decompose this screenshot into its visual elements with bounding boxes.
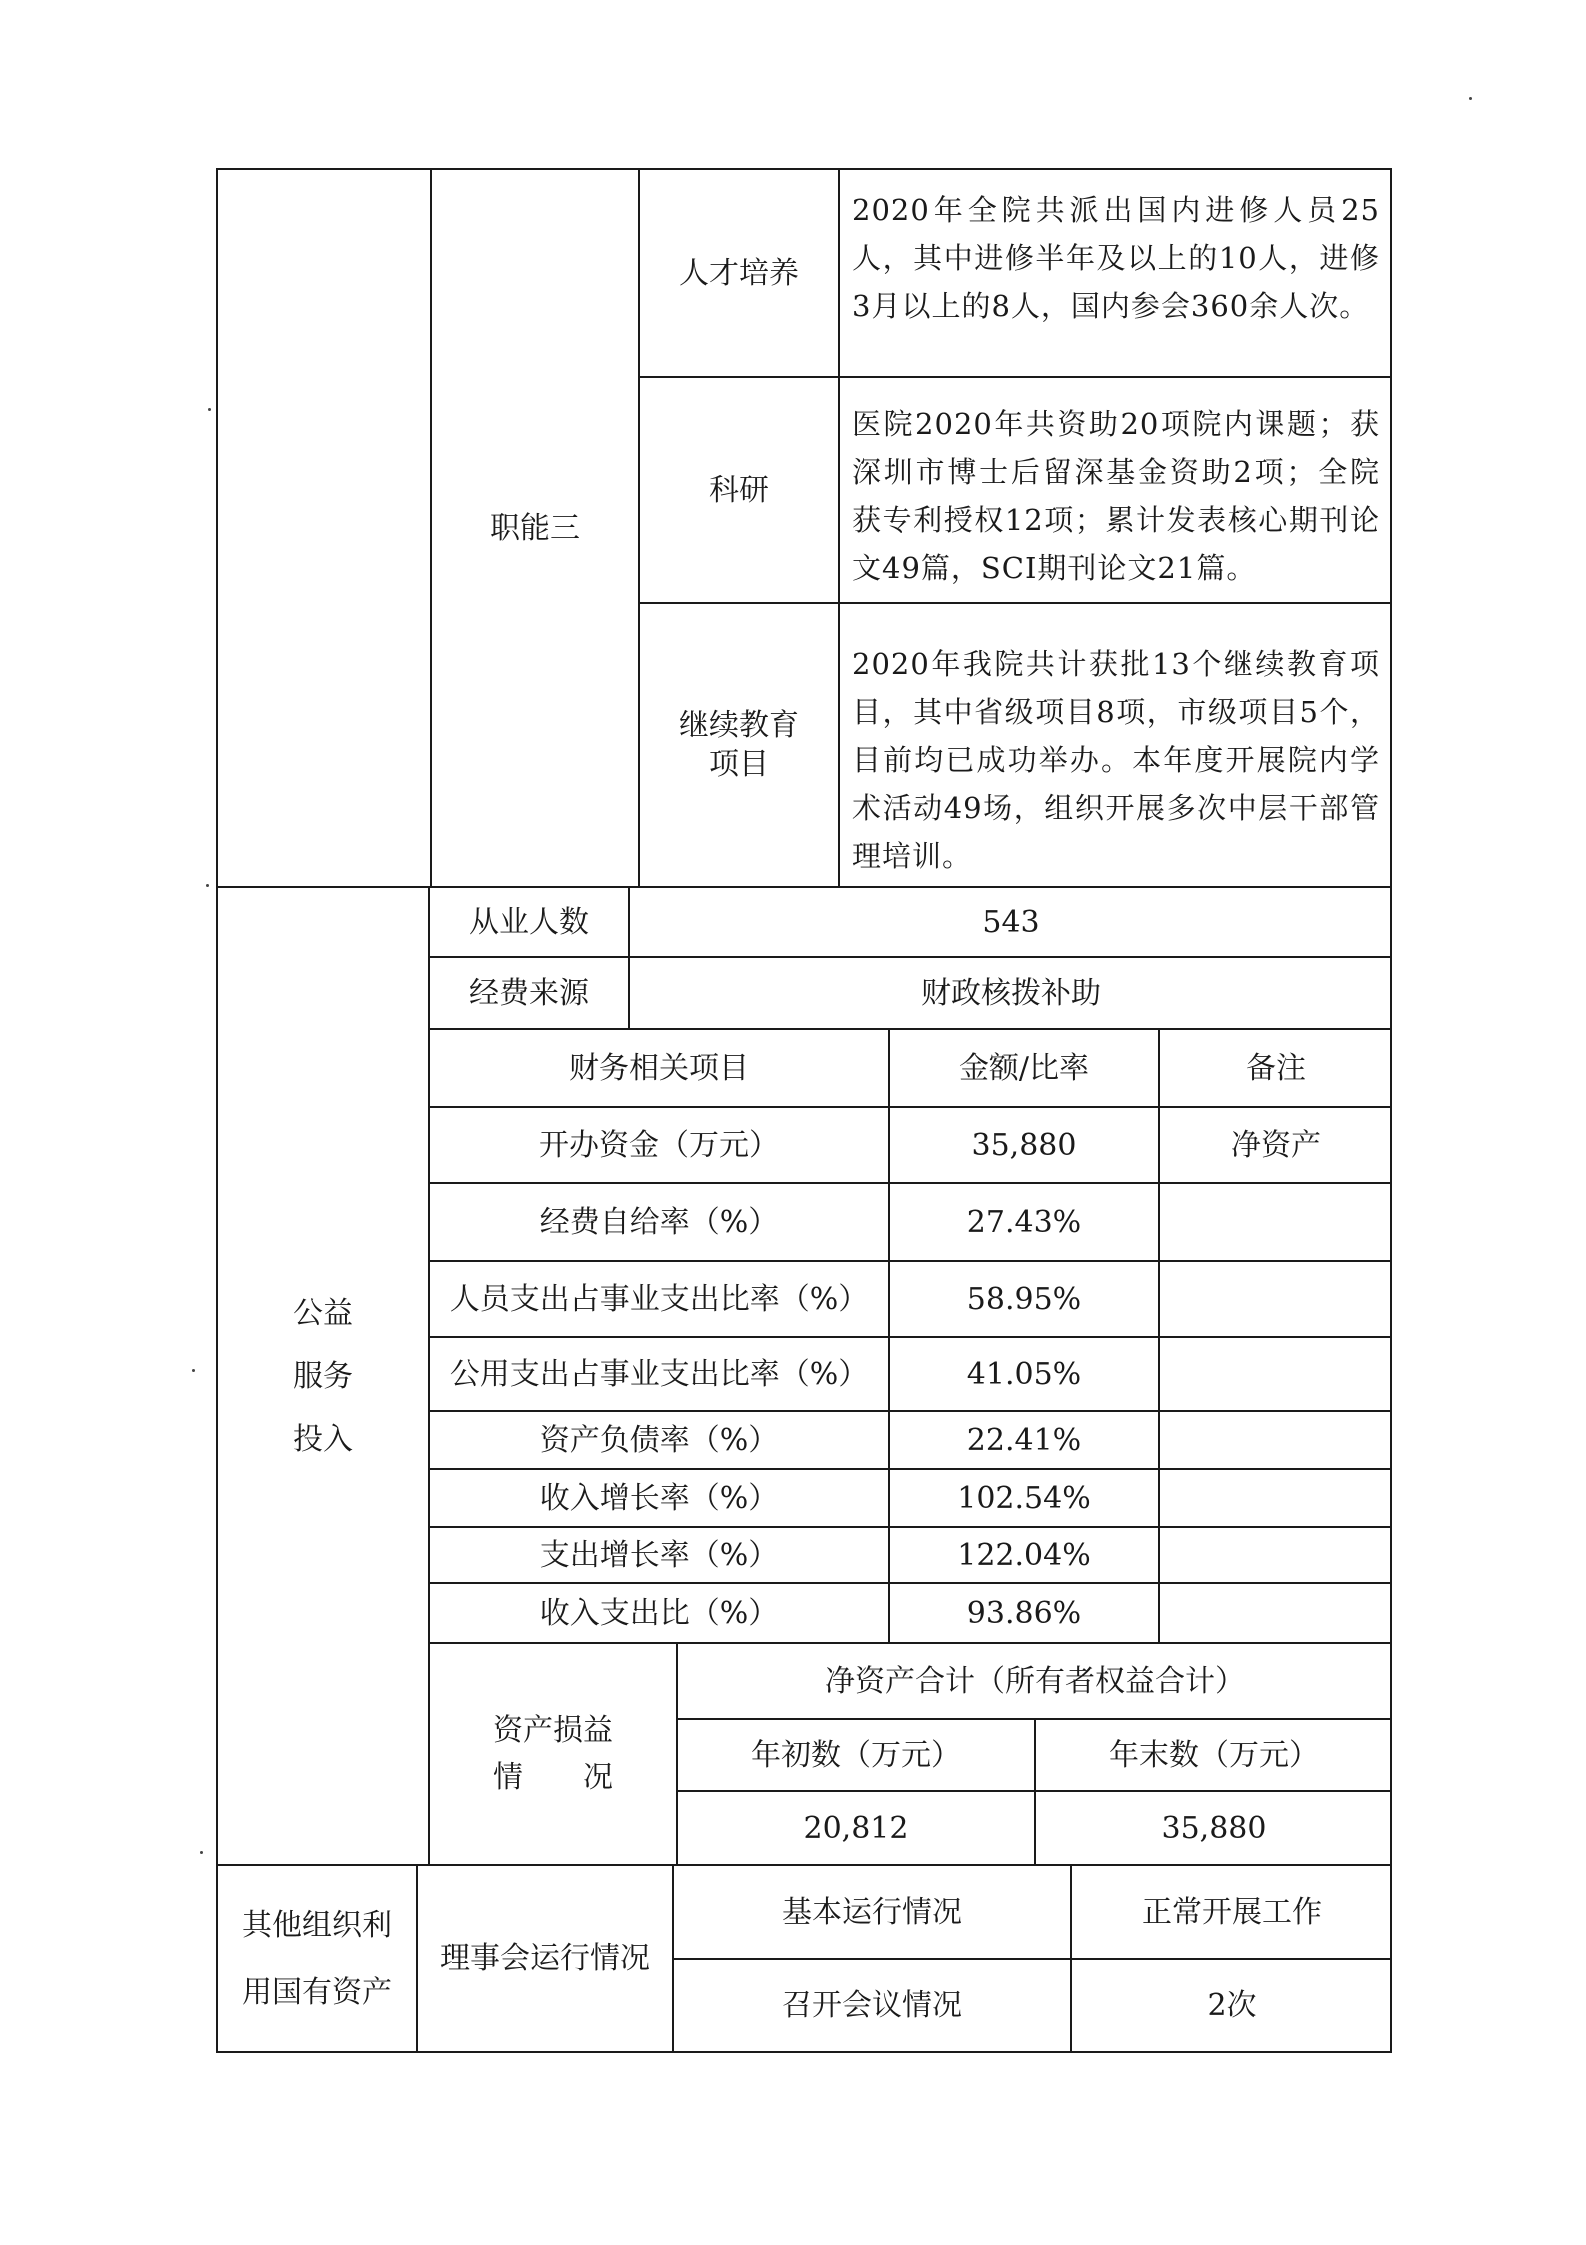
col-divider — [838, 168, 840, 888]
continuing-edu-content: 2020年我院共计获批13个继续教育项目，其中省级项目8项，市级项目5个，目前均已成功举办。本年度开展院内学术活动49场，组织开展多次中层干部管理培训。 — [852, 647, 1380, 873]
finance-row-item: 经费自给率（%） — [539, 1204, 779, 1240]
finance-header-item: 财务相关项目 — [569, 1050, 749, 1086]
finance-row-note — [1160, 1338, 1392, 1410]
other-org-label — [218, 1866, 416, 2051]
finance-row-value: 93.86% — [966, 1595, 1082, 1631]
continuing-edu-label-line2: 项目 — [709, 747, 769, 782]
begin-year-label: 年初数（万元） — [751, 1737, 961, 1773]
finance-row-note — [1160, 1584, 1392, 1642]
training-content: 2020年全院共派出国内进修人员25人，其中进修半年及以上的10人，进修3月以上的8人，国内参会360余人次。 — [852, 193, 1380, 323]
begin-year-value: 20,812 — [803, 1810, 909, 1846]
finance-row-item: 收入支出比（%） — [539, 1595, 779, 1631]
staff-count-label: 从业人数 — [469, 904, 589, 940]
meeting-label: 召开会议情况 — [782, 1988, 962, 2023]
end-year-label: 年末数（万元） — [1109, 1737, 1319, 1773]
public-service-label-line3: 投入 — [293, 1421, 353, 1457]
finance-row-item: 开办资金（万元） — [539, 1127, 779, 1163]
finance-row-value: 35,880 — [971, 1127, 1077, 1163]
asset-label-line1: 资产损益 — [493, 1713, 613, 1748]
finance-row-note — [1160, 1412, 1392, 1468]
end-year-value: 35,880 — [1161, 1810, 1267, 1846]
finance-row-value: 122.04% — [957, 1537, 1091, 1573]
research-content: 医院2020年共资助20项院内课题；获深圳市博士后留深基金资助2项；全院获专利授权12项；累计发表核心期刊论文49篇，SCI期刊论文21篇。 — [852, 407, 1380, 585]
training-label: 人才培养 — [679, 255, 799, 291]
finance-row-item: 收入增长率（%） — [539, 1480, 779, 1516]
net-assets-header: 净资产合计（所有者权益合计） — [825, 1663, 1245, 1699]
finance-row-item: 公用支出占事业支出比率（%） — [449, 1356, 869, 1392]
continuing-edu-label — [640, 604, 838, 886]
finance-row-note — [1160, 1528, 1392, 1582]
basic-operation-label: 基本运行情况 — [782, 1894, 962, 1930]
funding-source-value: 财政核拨补助 — [921, 975, 1101, 1011]
finance-row-value: 41.05% — [966, 1356, 1082, 1392]
function-three-label: 职能三 — [490, 510, 580, 546]
finance-row-note — [1160, 1184, 1392, 1260]
staff-count-value: 543 — [982, 904, 1040, 940]
other-org-label-line2: 用国有资产 — [242, 1974, 392, 2010]
other-org-label-line1: 其他组织利 — [242, 1907, 392, 1943]
finance-row-item: 资产负债率（%） — [539, 1422, 779, 1458]
finance-row-value: 102.54% — [957, 1480, 1091, 1516]
continuing-edu-label-line1: 继续教育 — [679, 708, 799, 743]
finance-header-note: 备注 — [1246, 1050, 1306, 1086]
research-label: 科研 — [709, 472, 769, 508]
asset-label — [430, 1644, 676, 1864]
finance-row-value: 22.41% — [966, 1422, 1082, 1458]
finance-row-note — [1160, 1470, 1392, 1526]
public-service-label-line2: 服务 — [293, 1358, 353, 1394]
meeting-value: 2次 — [1207, 1988, 1257, 2023]
asset-label-line2: 情 况 — [493, 1760, 613, 1795]
finance-row-note: 净资产 — [1231, 1127, 1321, 1163]
finance-row-value: 27.43% — [966, 1204, 1082, 1240]
finance-row-value: 58.95% — [966, 1281, 1082, 1317]
finance-row-item: 支出增长率（%） — [539, 1537, 779, 1573]
public-service-label-line1: 公益 — [293, 1295, 353, 1331]
public-service-label — [218, 888, 428, 1864]
funding-source-label: 经费来源 — [469, 975, 589, 1011]
finance-row-note — [1160, 1262, 1392, 1336]
basic-operation-value: 正常开展工作 — [1142, 1894, 1322, 1930]
finance-row-item: 人员支出占事业支出比率（%） — [449, 1281, 869, 1317]
board-operation-label: 理事会运行情况 — [440, 1941, 650, 1976]
finance-header-value: 金额/比率 — [958, 1050, 1090, 1086]
